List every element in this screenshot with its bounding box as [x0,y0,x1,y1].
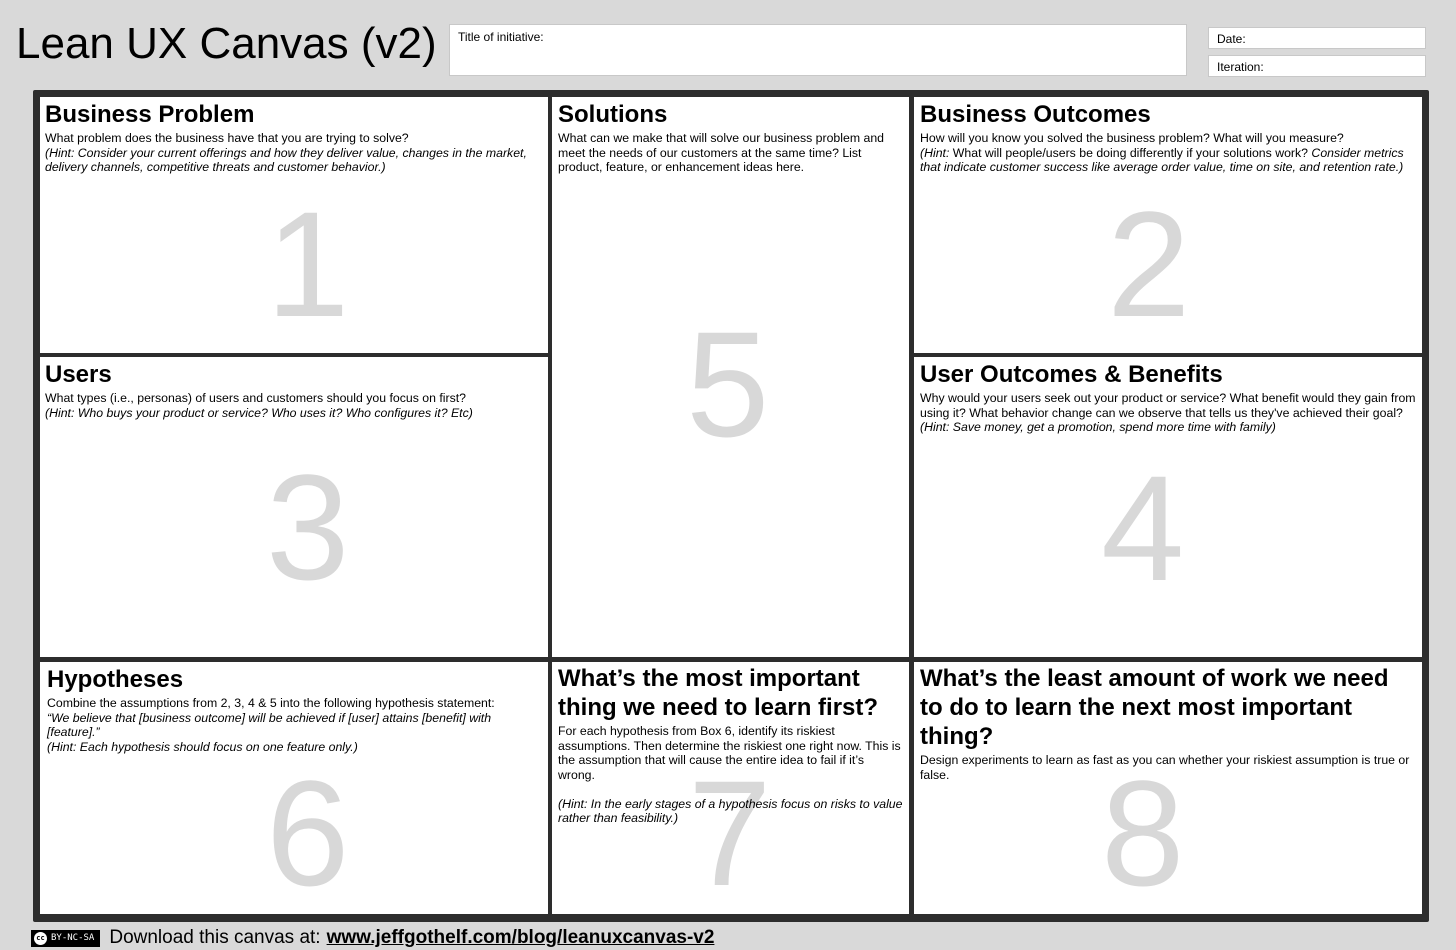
footer [31,927,714,949]
hypothesis-statement: “We believe that [business outcome] will be achieved if [user] attains [benefit] with [feature].” [47,710,492,739]
box-heading: Solutions [558,101,668,128]
iteration-field[interactable] [1208,55,1426,77]
box-heading: Hypotheses [47,666,184,693]
initiative-title-field[interactable] [449,24,1187,76]
box-heading: Business Outcomes [920,101,1151,128]
hint-plain: What will people/users be doing differently if your solutions work? [949,145,1309,160]
spacer [558,782,903,797]
box-hint: (Hint: Who buys your product or service? Who uses it? Who configures it? Etc) [45,405,473,420]
box-heading: What’s the most important thing we need to learn first? [558,665,879,721]
least-work-box[interactable] [914,662,1422,914]
users-box[interactable] [40,357,548,657]
cc-icon: cc [34,932,47,945]
box-description: What can we make that will solve our business problem and meet the needs of our customers at the same time? List product, feature, or enhancement ideas here. [558,131,885,174]
business-problem-box[interactable] [40,97,548,353]
license-badge-label: BY-NC-SA [51,933,95,943]
solutions-box[interactable] [552,97,909,657]
iteration-label: Iteration: [1217,60,1264,74]
date-field[interactable] [1208,27,1426,49]
user-outcomes-box[interactable] [914,357,1422,657]
initiative-title-label: Title of initiative: [458,30,544,44]
box-heading: User Outcomes & Benefits [920,361,1223,388]
box-number-4: 4 [1101,444,1185,612]
box-number-7: 7 [688,749,772,914]
box-description: What types (i.e., personas) of users and customers should you focus on first? [45,391,467,405]
box-description: Combine the assumptions from 2, 3, 4 & 5 into the following hypothesis statement: [47,696,495,710]
hypotheses-box[interactable] [40,662,548,914]
box-number-1: 1 [266,180,350,348]
page-title: Lean UX Canvas (v2) [16,19,437,68]
box-description: For each hypothesis from Box 6, identify its riskiest assumptions. Then determine the riskiest one right now. This is the assumption that will cause the entire idea to fail if it’s wrong. [558,724,901,782]
box-hint: (Hint: Consider your current offerings and how they deliver value, changes in the market, delivery channels, competitive threats and customer behavior.) [45,145,527,174]
box-heading: What’s the least amount of work we need to do to learn the next most important thing? [920,665,1389,750]
box-number-5: 5 [686,300,770,468]
hint-rest: Consider metrics that indicate customer success like average order value, time on site, and retention rate.) [920,145,1404,174]
box-number-8: 8 [1101,749,1185,914]
box-number-6: 6 [266,749,350,914]
download-text: Download this canvas at: [109,927,321,948]
box-hint: (Hint: In the early stages of a hypothesis focus on risks to value rather than feasibility.) [558,796,903,825]
box-hint: (Hint: Save money, get a promotion, spend more time with family) [920,420,1276,434]
date-label: Date: [1217,32,1246,46]
box-number-2: 2 [1107,180,1191,348]
box-hint [920,146,1416,175]
business-outcomes-box[interactable] [914,97,1422,353]
box-description: Why would your users seek out your product or service? What benefit would they gain from using it? What behavior change can we observe that tells us they've achieved their goal? [920,391,1416,420]
download-link[interactable]: www.jeffgothelf.com/blog/leanuxcanvas-v2 [326,927,715,948]
license-badge[interactable] [31,930,100,947]
box-description: How will you know you solved the business problem? What will you measure? [920,131,1344,145]
hint-prefix: (Hint: [920,145,950,160]
learn-first-box[interactable] [552,662,909,914]
box-heading: Users [45,361,112,388]
box-description: Design experiments to learn as fast as you can whether your riskiest assumption is true or false. [920,753,1410,782]
box-hint: (Hint: Each hypothesis should focus on one feature only.) [47,739,358,754]
box-heading: Business Problem [45,101,255,128]
box-description: What problem does the business have that you are trying to solve? [45,131,409,145]
box-number-3: 3 [266,443,350,611]
